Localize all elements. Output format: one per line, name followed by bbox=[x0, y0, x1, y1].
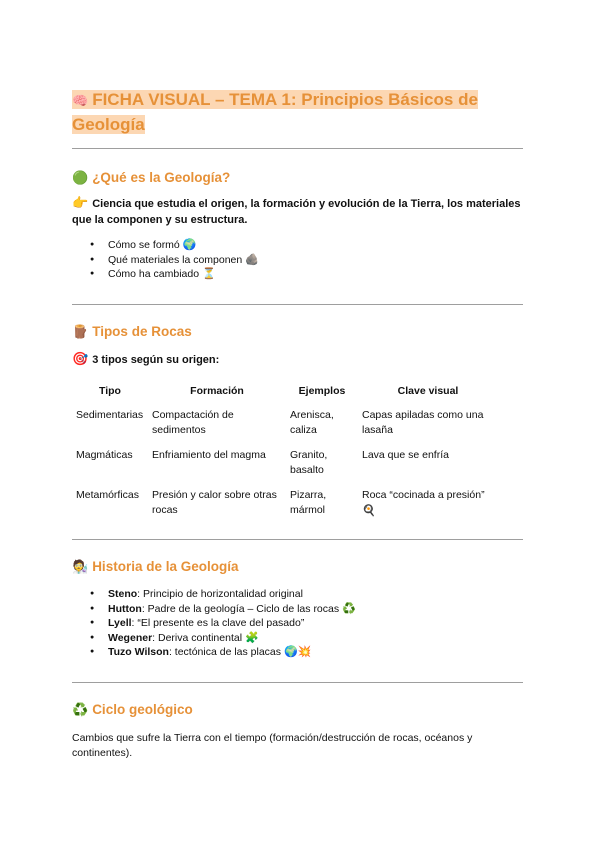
table-cell: Presión y calor sobre otras rocas bbox=[152, 489, 277, 516]
list-item: ● Qué materiales la componen 🪨 bbox=[72, 253, 259, 268]
column-header: Formación bbox=[190, 385, 244, 397]
table-header-row bbox=[72, 384, 498, 408]
section-heading-text: Ciclo geológico bbox=[92, 702, 193, 717]
list-item: ● Tuzo Wilson: tectónica de las placas 🌍💥 bbox=[72, 645, 356, 660]
divider bbox=[72, 148, 523, 149]
wood-icon: 🪵 bbox=[72, 325, 89, 340]
section-heading-text: Tipos de Rocas bbox=[92, 324, 192, 339]
globe-icon: 🌍 bbox=[182, 238, 197, 251]
section-heading-rocas bbox=[72, 324, 192, 340]
divider bbox=[72, 304, 523, 305]
target-icon: 🎯 bbox=[72, 352, 89, 367]
list-item: ● Steno: Principio de horizontalidad original bbox=[72, 587, 356, 602]
table-cell: Compactación de sedimentos bbox=[152, 409, 234, 436]
scientist-icon: 🧑‍🔬 bbox=[72, 560, 89, 575]
section-heading-geologia bbox=[72, 170, 230, 186]
hourglass-icon: ⏳ bbox=[201, 267, 216, 280]
section-heading-ciclo bbox=[72, 702, 193, 718]
green-circle-icon: 🟢 bbox=[72, 171, 89, 186]
definition bbox=[72, 196, 532, 228]
table-cell: Roca “cocinada a presión” 🍳 bbox=[362, 489, 485, 517]
document-title bbox=[72, 88, 532, 136]
column-header: Ejemplos bbox=[298, 385, 346, 397]
globe-collision-icon: 🌍💥 bbox=[283, 645, 312, 658]
ciclo-paragraph: Cambios que sufre la Tierra con el tiempo (formación/destrucción de rocas, océanos y continentes). bbox=[72, 732, 473, 759]
definition-text: Ciencia que estudia el origen, la formación y evolución de la Tierra, los materiales que la componen y su estructura. bbox=[72, 198, 521, 226]
section-heading-text: ¿Qué es la Geología? bbox=[92, 170, 231, 185]
section-heading-text: Historia de la Geología bbox=[92, 559, 239, 574]
table-row bbox=[72, 488, 498, 529]
table-cell: Granito, basalto bbox=[290, 449, 328, 476]
recycle-icon: ♻️ bbox=[342, 601, 356, 615]
title-text: FICHA VISUAL – TEMA 1: Principios Básicos de Geología bbox=[72, 90, 478, 134]
rock-types-table bbox=[72, 384, 498, 529]
list-item: ● Cómo ha cambiado ⏳ bbox=[72, 267, 259, 282]
divider bbox=[72, 539, 523, 540]
recycle-icon: ♻️ bbox=[72, 703, 89, 718]
list-item: ● Lyell: “El presente es la clave del pasado” bbox=[72, 616, 356, 631]
geologia-bullet-list bbox=[72, 238, 259, 282]
frying-pan-icon: 🍳 bbox=[362, 504, 376, 517]
rocas-subheading: 🎯 3 tipos según su origen: bbox=[72, 352, 220, 367]
brain-icon: 🧠 bbox=[72, 94, 89, 109]
table-cell: Pizarra, mármol bbox=[290, 489, 327, 516]
table-cell: Arenisca, caliza bbox=[290, 409, 334, 436]
puzzle-icon: 🧩 bbox=[244, 630, 259, 644]
column-header: Clave visual bbox=[397, 385, 459, 397]
table-row bbox=[72, 448, 498, 488]
column-header: Tipo bbox=[99, 385, 121, 397]
table-cell: Metamórficas bbox=[76, 489, 140, 501]
table-cell: Lava que se enfría bbox=[362, 449, 449, 461]
divider bbox=[72, 682, 523, 683]
list-item: ● Wegener: Deriva continental 🧩 bbox=[72, 631, 356, 646]
table-cell: Capas apiladas como una lasaña bbox=[362, 409, 484, 436]
section-heading-historia bbox=[72, 559, 238, 575]
table-cell: Sedimentarias bbox=[76, 409, 144, 421]
table-row bbox=[72, 408, 498, 448]
list-item: ● Hutton: Padre de la geología – Ciclo de las rocas ♻️ bbox=[72, 602, 356, 617]
table-cell: Magmáticas bbox=[76, 449, 133, 461]
rock-icon: 🪨 bbox=[245, 252, 259, 266]
historia-bullet-list bbox=[72, 587, 356, 660]
table-cell: Enfriamiento del magma bbox=[152, 449, 266, 461]
pointing-hand-icon: 👉 bbox=[72, 196, 89, 211]
list-item: ● Cómo se formó 🌍 bbox=[72, 238, 259, 253]
